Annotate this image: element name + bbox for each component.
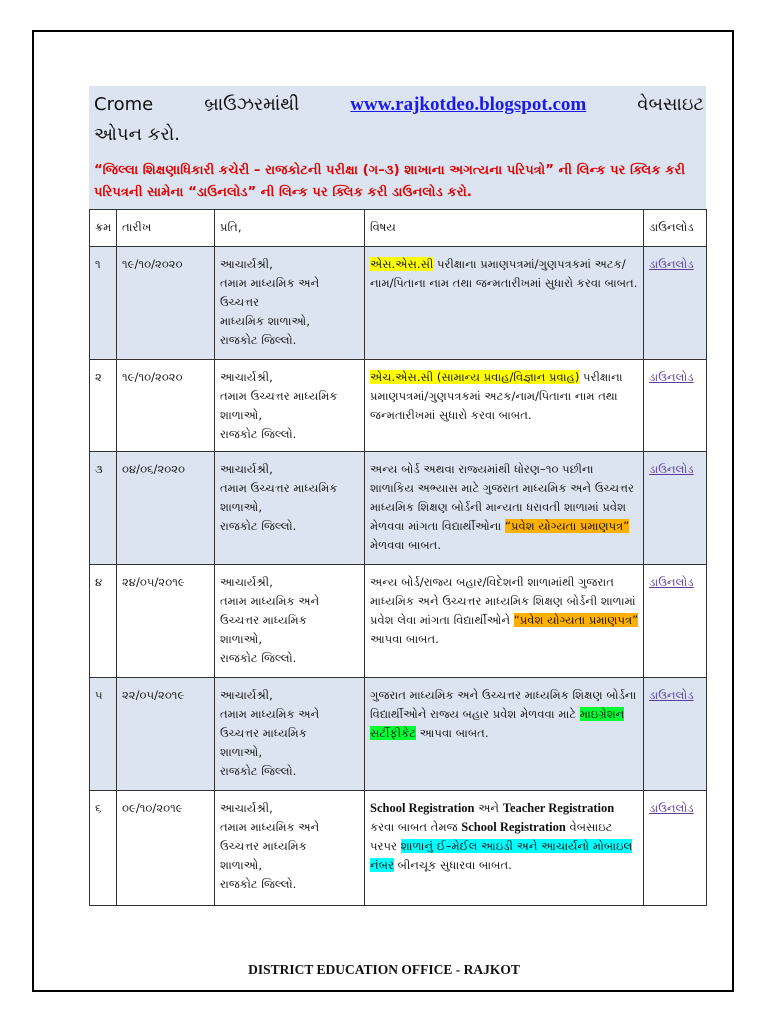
row-recipient — [215, 452, 365, 565]
recipient-line: શાળાઓ, — [220, 408, 263, 422]
instructions-text: “જિલ્લા શિક્ષણાધિકારી કચેરી – રાજકોટની પરીક્ષા (ગ–૩) શાખાના અગત્યના પરિપત્રો” ની લિન્ક પર ક્લિક કરી પરિપત્રની સામેના “ડાઉનલોડ” ની લિન્ક પર ક્લિક કરી ડાઉનલોડ કરો. — [94, 163, 686, 200]
row-recipient — [215, 678, 365, 791]
row-number: ૩ — [90, 452, 117, 565]
subject-text: બીનચૂક સુધારવા બાબત. — [393, 858, 512, 872]
header-subject: વિષય — [365, 210, 644, 247]
row-number: ૧ — [90, 247, 117, 360]
browser-word: Crome — [94, 94, 154, 115]
subject-text: ગુજરાત માધ્યમિક અને ઉચ્ચત્તર માધ્યમિક શિક્ષણ બોર્ડના વિદ્યાર્થીઓને રાજ્ય બહાર પ્રવેશ મેળવવા માટે — [370, 688, 637, 721]
download-link[interactable]: ડાઉનલોડ — [649, 462, 694, 476]
table-row — [90, 360, 707, 452]
recipient-line: ઉચ્ચત્તર માધ્યમિક — [220, 839, 307, 853]
intro-line-1 — [94, 92, 704, 118]
recipient-line: ઉચ્ચત્તર — [220, 295, 260, 309]
highlighted-text: એચ.એસ.સી (સામાન્ય પ્રવાહ/વિજ્ઞાન પ્રવાહ) — [370, 370, 580, 384]
row-date: ૧૯/૧૦/૨૦૨૦ — [117, 247, 215, 360]
row-date: ૦૪/૦૬/૨૦૨૦ — [117, 452, 215, 565]
subject-text: School Registration — [370, 801, 475, 815]
recipient-line: આચાર્યશ્રી, — [220, 575, 273, 589]
recipient-line: શાળાઓ, — [220, 632, 263, 646]
recipient-line: રાજકોટ જિલ્લો. — [220, 333, 297, 347]
subject-text: અન્ય બોર્ડ/રાજ્ય બહાર/વિદેશની શાળામાંથી ગુજરાત માધ્યમિક અને ઉચ્ચત્તર માધ્યમિક શિક્ષણ બોર્ડની શાળામાં પ્રવેશ લેવા માંગતા વિદ્યાર્થીઓને — [370, 575, 636, 627]
subject-text: પરીક્ષાના પ્રમાણપત્રમાં/ગુણપત્રકમાં અટક/નામ/પિતાના નામ તથા જન્મતારીખમાં સુધારો કરવા બાબત. — [370, 370, 623, 422]
table-row — [90, 791, 707, 906]
row-subject — [365, 360, 644, 452]
footer-office-name: DISTRICT EDUCATION OFFICE - RAJKOT — [248, 962, 520, 977]
row-subject — [365, 452, 644, 565]
row-recipient — [215, 360, 365, 452]
row-date: ૧૯/૧૦/૨૦૨૦ — [117, 360, 215, 452]
download-link[interactable]: ડાઉનલોડ — [649, 257, 694, 271]
subject-text: મેળવવા બાબત. — [370, 538, 442, 552]
subject-text: School Registration — [461, 820, 566, 834]
recipient-line: આચાર્યશ્રી, — [220, 688, 273, 702]
row-date: ૦૯/૧૦/૨૦૧૯ — [117, 791, 215, 906]
recipient-line: તમામ માધ્યમિક અને — [220, 276, 320, 290]
recipient-line: તમામ ઉચ્ચત્તર માધ્યમિક — [220, 481, 338, 495]
subject-text: અને — [474, 801, 503, 815]
highlighted-text: માઇગ્રેશન સર્ટીફીકેટ — [370, 707, 625, 740]
subject-text: વેબસાઇટ પરપર — [370, 820, 613, 853]
header-download: ડાઉનલોડ — [644, 210, 707, 247]
recipient-line: આચાર્યશ્રી, — [220, 370, 273, 384]
row-recipient — [215, 565, 365, 678]
download-link[interactable]: ડાઉનલોડ — [649, 370, 694, 384]
recipient-line: શાળાઓ, — [220, 858, 263, 872]
circulars-table — [89, 209, 707, 906]
recipient-line: તમામ માધ્યમિક અને — [220, 820, 320, 834]
subject-text: આપવા બાબત. — [415, 726, 489, 740]
table-row — [90, 452, 707, 565]
row-recipient — [215, 791, 365, 906]
recipient-line: રાજકોટ જિલ્લો. — [220, 651, 297, 665]
row-subject — [365, 678, 644, 791]
row-subject — [365, 791, 644, 906]
recipient-line: શાળાઓ, — [220, 745, 263, 759]
highlighted-text: શાળાનું ઈ–મેઈલ આઇડી અને આચાર્યનો મોબાઇલ નંબર — [370, 839, 633, 872]
row-download-cell — [644, 452, 707, 565]
recipient-line: રાજકોટ જિલ્લો. — [220, 519, 297, 533]
subject-text: Teacher Registration — [502, 801, 615, 815]
intro-line-2: ઓપન કરો. — [94, 124, 180, 145]
download-link[interactable]: ડાઉનલોડ — [649, 688, 694, 702]
row-number: ૨ — [90, 360, 117, 452]
recipient-line: માધ્યમિક શાળાઓ, — [220, 314, 310, 328]
recipient-line: આચાર્યશ્રી, — [220, 801, 273, 815]
header-to: પ્રતિ, — [215, 210, 365, 247]
recipient-line: તમામ માધ્યમિક અને — [220, 594, 320, 608]
recipient-line: રાજકોટ જિલ્લો. — [220, 877, 297, 891]
highlighted-text: એસ.એસ.સી — [370, 257, 434, 271]
header-date: તારીખ — [117, 210, 215, 247]
row-recipient — [215, 247, 365, 360]
recipient-line: ઉચ્ચત્તર માધ્યમિક — [220, 613, 307, 627]
highlighted-text: “પ્રવેશ યોગ્યતા પ્રમાણપત્ર” — [513, 613, 639, 627]
table-row — [90, 565, 707, 678]
row-number: ૬ — [90, 791, 117, 906]
recipient-line: તમામ ઉચ્ચત્તર માધ્યમિક — [220, 389, 338, 403]
row-subject — [365, 247, 644, 360]
table-header-row — [90, 210, 707, 247]
subject-text: આપવા બાબત. — [370, 632, 439, 646]
recipient-line: આચાર્યશ્રી, — [220, 257, 273, 271]
highlighted-text: “પ્રવેશ યોગ્યતા પ્રમાણપત્ર” — [504, 519, 630, 533]
download-link[interactable]: ડાઉનલોડ — [649, 801, 694, 815]
table-row — [90, 247, 707, 360]
browser-suffix: બ્રાઉઝરમાંથી — [204, 94, 300, 115]
row-download-cell — [644, 791, 707, 906]
table-row — [90, 678, 707, 791]
header-number: ક્રમ — [90, 210, 117, 247]
website-suffix: વેબસાઇટ — [637, 94, 704, 115]
website-link[interactable]: www.rajkotdeo.blogspot.com — [350, 94, 587, 115]
row-download-cell — [644, 360, 707, 452]
row-subject — [365, 565, 644, 678]
subject-text: કરવા બાબત તેમજ — [370, 820, 462, 834]
recipient-line: રાજકોટ જિલ્લો. — [220, 764, 297, 778]
row-date: ૨૨/૦૫/૨૦૧૯ — [117, 678, 215, 791]
recipient-line: શાળાઓ, — [220, 500, 263, 514]
row-download-cell — [644, 565, 707, 678]
download-link[interactable]: ડાઉનલોડ — [649, 575, 694, 589]
recipient-line: તમામ માધ્યમિક અને — [220, 707, 320, 721]
subject-text: અન્ય બોર્ડ અથવા રાજ્યમાંથી ધોરણ–૧૦ પછીના શાળાકિય અભ્યાસ માટે ગુજરાત માધ્યમિક અને ઉચ્ચત્તર માધ્યમિક શિક્ષણ બોર્ડની માન્યતા ધરાવતી શાળામાં પ્રવેશ મેળવવા માંગતા વિદ્યાર્થીઓના — [370, 462, 634, 533]
row-download-cell — [644, 247, 707, 360]
row-download-cell — [644, 678, 707, 791]
row-number: ૫ — [90, 678, 117, 791]
recipient-line: આચાર્યશ્રી, — [220, 462, 273, 476]
subject-text: પરીક્ષાના પ્રમાણપત્રમાં/ગુણપત્રકમાં અટક/નામ/પિતાના નામ તથા જન્મતારીખમાં સુધારો કરવા બાબત. — [370, 257, 638, 290]
row-number: ૪ — [90, 565, 117, 678]
recipient-line: ઉચ્ચત્તર માધ્યમિક — [220, 726, 307, 740]
recipient-line: રાજકોટ જિલ્લો. — [220, 427, 297, 441]
row-date: ૨૪/૦૫/૨૦૧૯ — [117, 565, 215, 678]
